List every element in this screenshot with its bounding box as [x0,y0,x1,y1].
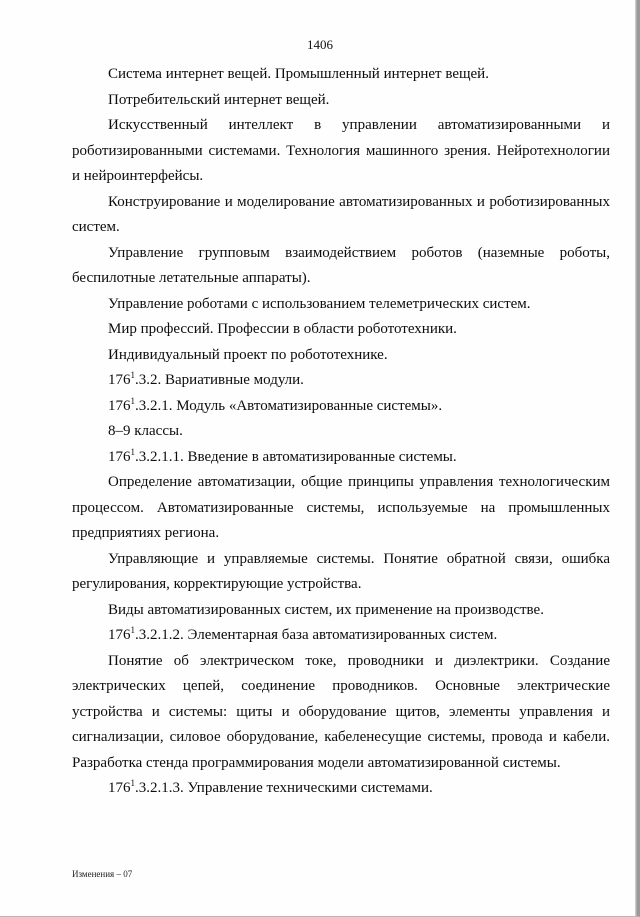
paragraph-grades: 8–9 классы. [108,423,183,439]
paragraph-individual-project: Индивидуальный проект по робототехнике. [108,346,388,363]
heading-technical-systems-control: $176^1.3.2.1.3$. Управление техническими системами. [108,778,433,796]
paragraph-electric-current: Понятие об электрическом токе, проводники и диэлектрики. Создание электрических цепей, соединение проводников. Основные электрические устройства и системы: щиты и оборудование щитов, элементы управления и сигнализации, силовое оборудование, кабеленесущие системы, провода и кабели. Разработка стенда программирования модели автоматизированной системы. [72,652,610,771]
document-body [72,62,610,802]
paragraph-consumer-iot: Потребительский интернет вещей. [108,91,330,108]
paragraph-professions: Мир профессий. Профессии в области робототехники. [108,321,457,337]
heading-introduction: $176^1.3.2.1.1$. Введение в автоматизированные системы. [108,446,457,465]
heading-module-automated-systems: $176^1.3.2.1$. Модуль «Автоматизированные системы». [108,395,443,414]
footer-revision-note: Изменения – 07 [72,869,133,879]
page-number: 1406 [307,37,333,52]
paragraph-system-types: Виды автоматизированных систем, их применение на производстве. [108,601,544,618]
heading-variative-modules: $176^1.3.2$. Вариативные модули. [108,370,304,388]
paragraph-telemetry: Управление роботами с использованием телеметрических систем. [108,295,531,312]
heading-element-base: $176^1.3.2.1.2$. Элементарная база автоматизированных систем. [108,625,498,643]
paragraph-design-modeling: Конструирование и моделирование автоматизированных и роботизированных систем. [72,193,610,235]
paragraph-control-systems: Управляющие и управляемые системы. Понятие обратной связи, ошибка регулирования, корректирующие устройства. [72,550,610,592]
scan-edge-shadow [635,0,638,917]
paragraph-group-robots: Управление групповым взаимодействием роботов (наземные роботы, беспилотные летательные аппараты). [72,244,610,286]
paragraph-iot: Система интернет вещей. Промышленный интернет вещей. [108,66,489,82]
paragraph-ai: Искусственный интеллект в управлении автоматизированными и роботизированными системами. Технология машинного зрения. Нейротехнологии и нейроинтерфейсы. [72,117,610,184]
paragraph-automation-definition: Определение автоматизации, общие принципы управления технологическим процессом. Автоматизированные системы, используемые на промышленных предприятиях региона. [72,474,610,541]
